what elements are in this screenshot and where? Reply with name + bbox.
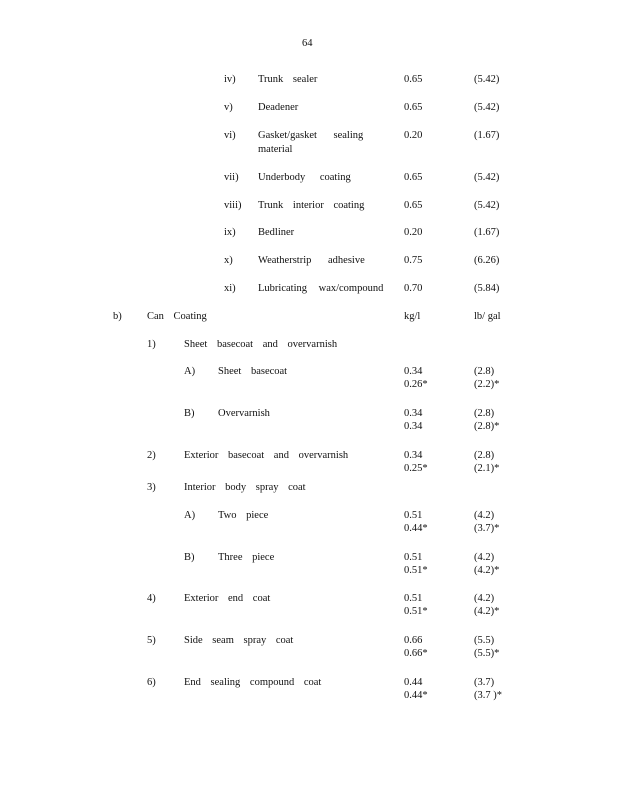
list-item-description: Lubricating wax/compound [258,283,384,294]
item-number: 5) [147,635,156,646]
subitem-number: A) [184,510,196,521]
value-lb-per-gal: (5.5) [474,635,495,646]
value-kg-per-l: 0.34 [404,408,423,419]
value-kg-per-l: 0.34 [404,450,423,461]
value-kg-per-l-alt: 0.44* [404,523,428,534]
value-kg-per-l-alt: 0.44* [404,690,428,701]
value-kg-per-l-alt: 0.66* [404,648,428,659]
value-kg-per-l-alt: 0.51* [404,565,428,576]
value-kg-per-l: 0.34 [404,366,423,377]
list-item-number: x) [224,255,233,266]
value-kg-per-l: 0.65 [404,74,423,85]
item-number: 6) [147,677,156,688]
subitem-title: Overvarnish [218,408,270,419]
value-lb-per-gal: (2.8) [474,408,495,419]
value-kg-per-l: 0.65 [404,102,423,113]
list-item-number: vii) [224,172,239,183]
list-item-description: Underbody coating [258,172,351,183]
value-lb-per-gal: (3.7) [474,677,495,688]
item-number: 3) [147,482,156,493]
list-item-number: v) [224,102,233,113]
subitem-number: B) [184,552,195,563]
list-item-number: viii) [224,200,242,211]
subitem-title: Sheet basecoat [218,366,288,377]
list-item-number: xi) [224,283,236,294]
value-lb-per-gal: (1.67) [474,130,500,141]
value-kg-per-l: 0.44 [404,677,423,688]
subitem-number: A) [184,366,196,377]
value-lb-per-gal-alt: (2.8)* [474,421,500,432]
value-lb-per-gal: (1.67) [474,227,500,238]
value-kg-per-l: 0.70 [404,283,423,294]
value-lb-per-gal-alt: (3.7)* [474,523,500,534]
value-kg-per-l: 0.51 [404,510,423,521]
value-lb-per-gal-alt: (3.7 )* [474,690,502,701]
value-lb-per-gal: (4.2) [474,552,495,563]
list-item-description: Bedliner [258,227,295,238]
item-number: 2) [147,450,156,461]
item-title: Interior body spray coat [184,482,306,493]
list-item-description: Weatherstrip adhesive [258,255,365,266]
value-lb-per-gal-alt: (4.2)* [474,565,500,576]
list-item-description: Deadener [258,102,299,113]
subitem-title: Two piece [218,510,269,521]
list-item-description: Trunk sealer [258,74,318,85]
value-kg-per-l: 0.75 [404,255,423,266]
value-lb-per-gal: (2.8) [474,366,495,377]
value-kg-per-l: 0.51 [404,593,423,604]
value-lb-per-gal: (4.2) [474,593,495,604]
value-kg-per-l: 0.51 [404,552,423,563]
list-item-description: Gasket/gasket sealing [258,130,364,141]
value-lb-per-gal: (2.8) [474,450,495,461]
unit-header-lb-per-gal: lb/ gal [474,311,501,322]
list-item-description: Trunk interior coating [258,200,365,211]
value-lb-per-gal: (4.2) [474,510,495,521]
value-lb-per-gal-alt: (5.5)* [474,648,500,659]
section-title: Can Coating [147,311,207,322]
value-lb-per-gal: (5.84) [474,283,500,294]
item-title: End sealing compound coat [184,677,322,688]
value-lb-per-gal: (5.42) [474,102,500,113]
value-lb-per-gal: (5.42) [474,74,500,85]
item-number: 4) [147,593,156,604]
page-number: 64 [302,38,313,49]
unit-header-kg-per-l: kg/l [404,311,421,322]
value-kg-per-l-alt: 0.51* [404,606,428,617]
value-kg-per-l: 0.20 [404,227,423,238]
section-label: b) [113,311,122,322]
list-item-number: ix) [224,227,236,238]
value-lb-per-gal: (5.42) [474,200,500,211]
value-lb-per-gal-alt: (4.2)* [474,606,500,617]
value-lb-per-gal-alt: (2.2)* [474,379,500,390]
value-kg-per-l-alt: 0.34 [404,421,423,432]
item-title: Exterior end coat [184,593,271,604]
list-item-number: vi) [224,130,236,141]
subitem-title: Three piece [218,552,275,563]
item-title: Side seam spray coat [184,635,294,646]
value-kg-per-l: 0.65 [404,200,423,211]
list-item-description-continued: material [258,144,293,155]
value-kg-per-l: 0.65 [404,172,423,183]
list-item-number: iv) [224,74,236,85]
value-lb-per-gal-alt: (2.1)* [474,463,500,474]
value-lb-per-gal: (6.26) [474,255,500,266]
item-title: Exterior basecoat and overvarnish [184,450,349,461]
subitem-number: B) [184,408,195,419]
value-lb-per-gal: (5.42) [474,172,500,183]
item-number: 1) [147,339,156,350]
item-title: Sheet basecoat and overvarnish [184,339,338,350]
value-kg-per-l-alt: 0.26* [404,379,428,390]
value-kg-per-l-alt: 0.25* [404,463,428,474]
value-kg-per-l: 0.66 [404,635,423,646]
value-kg-per-l: 0.20 [404,130,423,141]
